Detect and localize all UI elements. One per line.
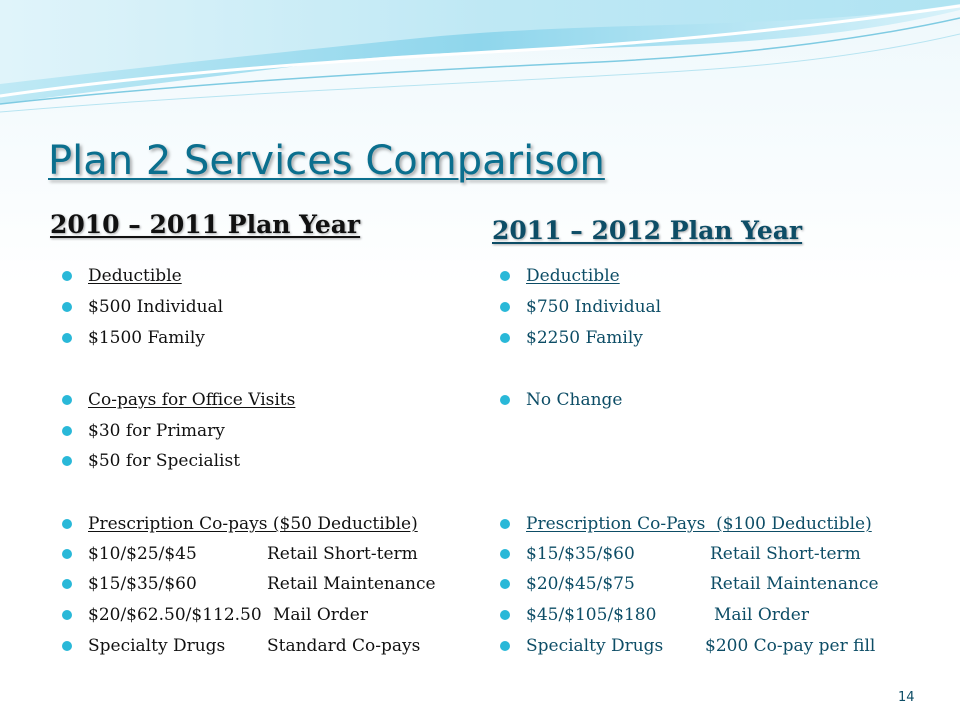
list-item	[488, 297, 661, 317]
list-item	[50, 390, 295, 410]
bullet-icon	[500, 271, 510, 281]
deductible-family: $1500 Family	[88, 328, 205, 348]
bullet-icon	[62, 271, 72, 281]
list-item	[488, 266, 620, 286]
rx-amount: $20/$62.50/$112.50	[88, 605, 262, 625]
rx-heading: Prescription Co-pays ($50 Deductible)	[88, 514, 418, 534]
bullet-icon	[62, 333, 72, 343]
no-change-label: No Change	[526, 390, 623, 410]
bullet-icon	[62, 519, 72, 529]
rx-type: Retail Maintenance	[710, 574, 879, 594]
header-wave-decoration	[0, 0, 960, 120]
list-item	[50, 574, 436, 594]
list-item	[488, 390, 623, 410]
slide-title: Plan 2 Services Comparison	[48, 138, 605, 184]
bullet-icon	[500, 333, 510, 343]
deductible-label: Deductible	[88, 266, 182, 286]
rx-type: Standard Co-pays	[267, 636, 421, 656]
deductible-individual: $750 Individual	[526, 297, 662, 317]
list-item	[488, 636, 876, 656]
copay-specialist: $50 for Specialist	[88, 451, 241, 471]
bullet-icon	[62, 610, 72, 620]
bullet-icon	[500, 641, 510, 651]
page-number: 14	[898, 690, 915, 705]
rx-type: Retail Short-term	[710, 544, 861, 564]
list-item	[50, 605, 368, 625]
list-item	[488, 514, 872, 534]
rx-amount: Specialty Drugs	[526, 636, 664, 656]
rx-type: Mail Order	[273, 605, 368, 625]
rx-type: Mail Order	[714, 605, 809, 625]
rx-type: $200 Co-pay per fill	[705, 636, 876, 656]
list-item	[50, 544, 418, 564]
copay-primary: $30 for Primary	[88, 421, 225, 441]
bullet-icon	[500, 610, 510, 620]
bullet-icon	[62, 302, 72, 312]
bullet-icon	[500, 549, 510, 559]
rx-type: Retail Short-term	[267, 544, 418, 564]
rx-amount: Specialty Drugs	[88, 636, 226, 656]
list-item	[488, 574, 879, 594]
rx-heading: Prescription Co-Pays ($100 Deductible)	[526, 514, 872, 534]
bullet-icon	[62, 395, 72, 405]
deductible-individual: $500 Individual	[88, 297, 224, 317]
list-item	[50, 266, 182, 286]
bullet-icon	[62, 579, 72, 589]
list-item	[488, 328, 643, 348]
list-item	[488, 605, 809, 625]
bullet-icon	[500, 395, 510, 405]
rx-amount: $20/$45/$75	[526, 574, 635, 594]
left-column-heading: 2010 – 2011 Plan Year	[50, 210, 361, 239]
bullet-icon	[500, 579, 510, 589]
list-item	[50, 421, 225, 441]
rx-amount: $45/$105/$180	[526, 605, 657, 625]
deductible-label: Deductible	[526, 266, 620, 286]
list-item	[488, 544, 861, 564]
bullet-icon	[62, 641, 72, 651]
left-plan-list	[50, 266, 470, 666]
bullet-icon	[500, 302, 510, 312]
bullet-icon	[62, 456, 72, 466]
deductible-family: $2250 Family	[526, 328, 643, 348]
rx-amount: $10/$25/$45	[88, 544, 197, 564]
rx-amount: $15/$35/$60	[88, 574, 197, 594]
rx-type: Retail Maintenance	[267, 574, 436, 594]
bullet-icon	[500, 519, 510, 529]
right-column-heading: 2011 – 2012 Plan Year	[492, 216, 803, 245]
list-item	[50, 328, 205, 348]
bullet-icon	[62, 426, 72, 436]
list-item	[50, 636, 421, 656]
copays-heading: Co-pays for Office Visits	[88, 390, 296, 410]
list-item	[50, 514, 418, 534]
right-plan-list	[488, 266, 928, 666]
rx-amount: $15/$35/$60	[526, 544, 635, 564]
list-item	[50, 451, 240, 471]
list-item	[50, 297, 223, 317]
bullet-icon	[62, 549, 72, 559]
